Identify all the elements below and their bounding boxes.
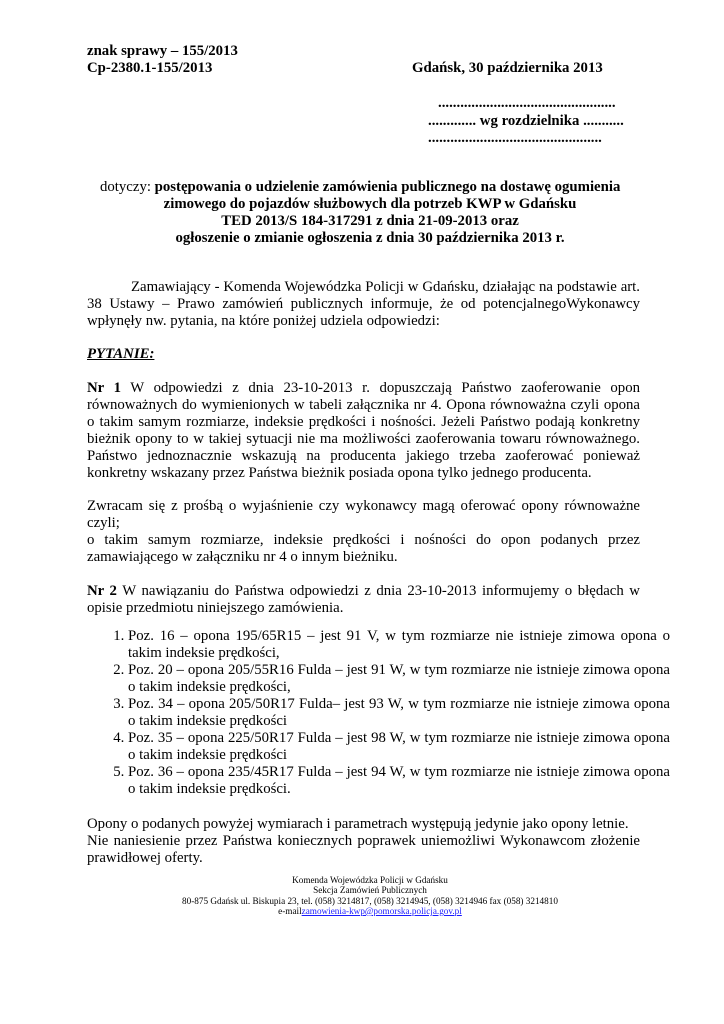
- question-1-label: Nr 1: [87, 380, 121, 396]
- question-1-request: Zwracam się z prośbą o wyjaśnienie czy wykonawcy magą oferować opony równoważne czyli;: [87, 498, 640, 531]
- recipient-line-2: ............. wg rozdzielnika ...........: [428, 113, 624, 129]
- list-item: 1. Poz. 16 – opona 195/65R15 – jest 91 V, w tym rozmiarze nie istnieje zimowa opona o takim indeksie prędkości,: [128, 628, 670, 662]
- question-2: [87, 583, 640, 617]
- error-list: [98, 628, 670, 798]
- subject-label: dotyczy:: [100, 179, 151, 195]
- footer: [100, 875, 640, 916]
- recipient-line-3: ...............................................: [428, 130, 602, 146]
- footer-section: Sekcja Zamówień Publicznych: [313, 885, 427, 896]
- footer-org: Komenda Wojewódzka Policji w Gdańsku: [292, 875, 448, 885]
- footer-address: 80-875 Gdańsk ul. Biskupia 23, tel. (058) 3214817, (058) 3214945, (058) 3214946 fax (058) 3214810: [182, 895, 558, 906]
- question-2-text: W nawiązaniu do Państwa odpowiedzi z dnia 23-10-2013 informujemy o błędach w opisie przedmiotu niniejszego zamówienia.: [87, 583, 640, 616]
- list-item: 3. Poz. 34 – opona 205/50R17 Fulda– jest 93 W, w tym rozmiarze nie istnieje zimowa opona o takim indeksie prędkości: [128, 696, 670, 730]
- intro-paragraph: Zamawiający - Komenda Wojewódzka Policji w Gdańsku, działając na podstawie art. 38 Ustawy – Prawo zamówień publicznych informuje, że od potencjalnegoWykonawcy wpłynęły nw. pytania, na które poniżej udziela odpowiedzi:: [87, 279, 640, 329]
- footer-email-prefix: e-mail: [278, 905, 302, 916]
- closing-1: Opony o podanych powyżej wymiarach i parametrach występują jedynie jako opony letnie.: [87, 816, 629, 832]
- subject-line-2: zimowego do pojazdów służbowych dla potrzeb KWP w Gdańsku: [163, 196, 577, 212]
- closing-2: Nie naniesienie przez Państwa koniecznych poprawek uniemożliwi Wykonawcom złożenie prawidłowej oferty.: [87, 833, 640, 866]
- footer-email-line: [100, 906, 640, 916]
- case-number: Cp-2380.1-155/2013: [87, 60, 213, 76]
- list-item: 4. Poz. 35 – opona 225/50R17 Fulda – jest 98 W, w tym rozmiarze nie istnieje zimowa opona o takim indeksie prędkości: [128, 730, 670, 764]
- question-heading: PYTANIE:: [87, 346, 155, 362]
- question-2-label: Nr 2: [87, 583, 117, 599]
- subject-line-3: TED 2013/S 184-317291 z dnia 21-09-2013 oraz: [221, 213, 519, 229]
- question-1: [87, 380, 640, 482]
- case-sign: znak sprawy – 155/2013: [87, 43, 238, 59]
- question-1-request-2: o takim samym rozmiarze, indeksie prędkości i nośności do opon podanych przez zamawiającego w załączniku nr 4 o innym bieżniku.: [87, 532, 640, 565]
- list-item: 2. Poz. 20 – opona 205/55R16 Fulda – jest 91 W, w tym rozmiarze nie istnieje zimowa opona o takim indeksie prędkości,: [128, 662, 670, 696]
- subject-block: [100, 179, 640, 196]
- subject-line-1: postępowania o udzielenie zamówienia publicznego na dostawę ogumienia: [154, 179, 621, 195]
- question-1-text: W odpowiedzi z dnia 23-10-2013 r. dopuszczają Państwo zaoferowanie opon równoważnych do wymienionych w tabeli załącznika nr 4. Opona równoważna czyli opona o takim samym rozmiarze, indeksie prędkości i nośności. Jeżeli Państwo podają konkretny bieżnik opony to w takiej sytuacji nie ma możliwości zaoferowania towaru równoważnego. Państwo jednoznacznie wskazują na producenta jakiego trzeba zaoferować ponieważ konkretny wskazany przez Państwa bieżnik posiada opona tylko jednego producenta.: [87, 380, 640, 481]
- list-item: 5. Poz. 36 – opona 235/45R17 Fulda – jest 94 W, w tym rozmiarze nie istnieje zimowa opona o takim indeksie prędkości.: [128, 764, 670, 798]
- recipient-line-1: ................................................: [438, 95, 616, 111]
- place-date: Gdańsk, 30 października 2013: [412, 60, 603, 76]
- footer-email-link[interactable]: zamowienia-kwp@pomorska.policja.gov.pl: [301, 905, 462, 916]
- subject-line-4: ogłoszenie o zmianie ogłoszenia z dnia 30 października 2013 r.: [175, 230, 565, 246]
